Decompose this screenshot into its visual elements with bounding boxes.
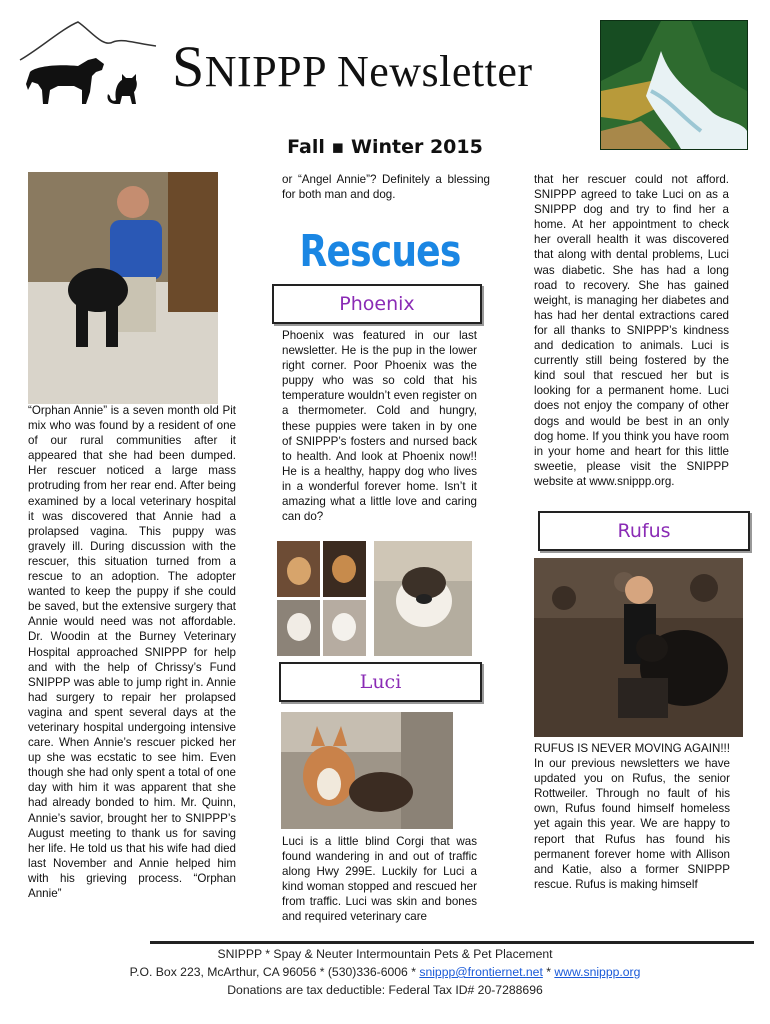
issue-subtitle: Fall ▪ Winter 2015 (287, 136, 483, 158)
section-heading-rescues: Rescues (299, 226, 461, 277)
luci-story-continued: that her rescuer could not afford. SNIPPP agreed to take Luci on as a SNIPPP dog and try to find her a home. At her appointment to check her overall health it was discovered that along with dental problems, Luci was diabetic. She has had a long road to recovery. She has gained weight, is managing her diabetes and has had her dental extractions cared for all thanks to SNIPPP’s kindness and dedication to animals. Luci is currently still being fostered by the kind soul that rescued her but is looking for a permanent home. Luci does not enjoy the company of other dogs and would be best in an only dog home. If you think you have room in your home and heart for this little sweetie, please visit the SNIPPP website at www.snippp.org. (534, 173, 729, 488)
luci-title-box (279, 662, 482, 702)
footer-separator: * (542, 965, 555, 979)
rufus-story-text: RUFUS IS NEVER MOVING AGAIN!!! In our previous newsletters we have updated you on Rufus, the senior Rottweiler. Through no fault of his own, Rufus found himself homeless yet again this year. We are happy to report that Rufus has found his permanent forever home with Allison and Katie, also a former SNIPPP rescue. Rufus is making himself (534, 742, 730, 891)
phoenix-title-box (272, 284, 482, 324)
footer-line-tax: Donations are tax deductible: Federal Tax ID# 20-7288696 (227, 983, 543, 997)
rufus-with-owner-photo (534, 558, 743, 737)
footer-address-phone: P.O. Box 223, McArthur, CA 96056 * (530)336-6006 * (129, 965, 420, 979)
newsletter-title: SNIPPP Newsletter (172, 34, 533, 99)
rufus-title-box (538, 511, 750, 551)
luci-title: Luci (359, 671, 402, 693)
dog-cat-logo-icon (18, 20, 158, 120)
phoenix-title: Phoenix (339, 293, 415, 315)
footer-line-org: SNIPPP * Spay & Neuter Intermountain Pets & Pet Placement (217, 947, 553, 961)
footer-divider (150, 941, 754, 944)
annie-story-text: “Orphan Annie” is a seven month old Pit mix who was found by a resident of one of our rural communities after it appeared that she had been dumped. Her rescuer noticed a large mass protruding from her rear end. After being examined by a local veterinary hospital it was discovered that Annie had a prolapsed vagina. This puppy was gravely ill. During discussion with the rescuer, this situation turned from a rescue to an adoption. The adopter wanted to keep the puppy if she could be saved, but the extensive surgery that Annie would need was not affordable. Dr. Woodin at the Burney Veterinary Hospital approached SNIPPP for help and with the help of Chrissy’s Fund SNIPPP was able to jump right in. Annie had surgery to repair her prolapsed vagina and spent several days at the veterinary hospital undergoing intensive care. When Annie’s rescuer picked her up she was ecstatic to see him. Even though she had only spent a total of one day with him it was apparent that she had already bonded to him. Mr. Quinn, Annie’s savior, brought her to SNIPPP’s August meeting to thank us for saving her life. He told us that his wife had died last November and Annie helped him with his grieving process. “Orphan Annie” (28, 404, 236, 900)
luci-corgi-photo (281, 712, 453, 829)
website-link[interactable]: www.snippp.org (554, 965, 641, 979)
waterfall-logo-icon (600, 20, 748, 150)
luci-story-text: Luci is a little blind Corgi that was found wandering in and out of traffic along Hwy 299E. Luckily for Luci a kind woman stopped and rescued her from traffic. Luci was skin and bones and required veterinary care (282, 835, 477, 924)
phoenix-grown-photo (374, 541, 472, 656)
phoenix-puppies-collage (277, 541, 366, 656)
annie-story-continued: or “Angel Annie”? Definitely a blessing for both man and dog. (282, 173, 490, 202)
email-link[interactable]: snippp@frontiernet.net (419, 965, 543, 979)
footer-line-contact (0, 963, 770, 981)
annie-and-rescuer-photo (28, 172, 218, 404)
phoenix-story-text: Phoenix was featured in our last newsletter. He is the pup in the lower right corner. Poor Phoenix was the puppy who was so cold that his temperature wouldn’t even register on a thermometer. Cold and hungry, these puppies were taken in by one of SNIPPP’s fosters and nursed back to health. And look at Phoenix now!! He is a healthy, happy dog who lives in a wonderful forever home. Isn’t it amazing what a little love and caring can do? (282, 329, 477, 524)
rufus-title: Rufus (617, 520, 671, 542)
